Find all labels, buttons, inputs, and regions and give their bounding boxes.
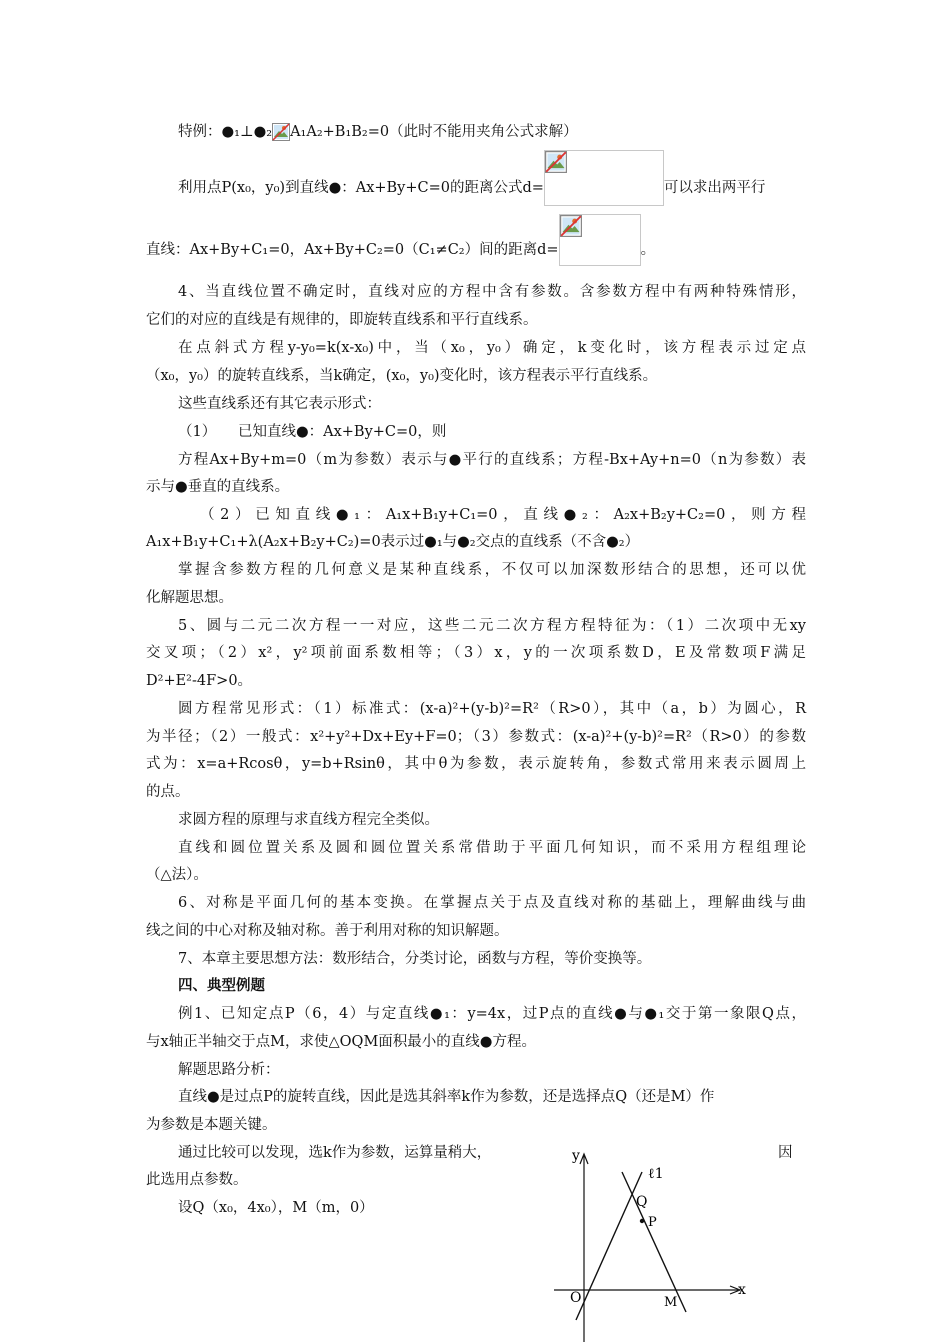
paragraph-12-line-3: 式为：x=a+Rcosθ，y=b+Rsinθ，其中θ为参数，表示旋转角，参数式常用来表示圆周上 (146, 756, 806, 772)
setup-line: 设Q（x₀，4x₀），M（m，0） (178, 1200, 374, 1216)
paragraph-9-line-2: A₁x+B₁y+C₁+λ(A₂x+B₂y+C₂)=0表示过●₁与●₂交点的直线系（不含●₂） (146, 534, 640, 550)
analysis-line-1: 直线●是过点P的旋转直线，因此是选其斜率k作为参数，还是选择点Q（还是M）作 (178, 1089, 715, 1105)
parallel-distance-tail: 。 (640, 242, 656, 258)
paragraph-8-line-2: 示与●垂直的直线系。 (146, 479, 290, 495)
paragraph-11-line-1: 5、圆与二元二次方程一一对应，这些二元二次方程方程特征为：（1）二次项中无xy (178, 618, 806, 634)
paragraph-9-line-1: （2）已知直线●₁：A₁x+B₁y+C₁=0，直线●₂：A₂x+B₂y+C₂=0，则方程 (200, 507, 806, 523)
paragraph-10-line-1: 掌握含参数方程的几何意义是某种直线系，不仅可以加深数形结合的思想，还可以优 (178, 562, 806, 578)
paragraph-11-line-3: D²+E²-4F>0。 (146, 673, 253, 689)
paragraph-11-line-2: 交叉项；（2）x²，y²项前面系数相等；（3）x，y的一次项系数D，E及常数项F满足 (146, 645, 806, 661)
coordinate-figure (550, 1142, 760, 1344)
paragraph-7: （1） 已知直线●：Ax+By+C=0，则 (178, 424, 447, 440)
l1-label: ℓ1 (648, 1166, 664, 1182)
paragraph-6: 这些直线系还有其它表示形式： (178, 396, 381, 412)
comparison-line-2: 此选用点参数。 (146, 1172, 248, 1188)
paragraph-5-line-1: 在点斜式方程y-y₀=k(x-x₀)中，当（x₀，y₀）确定，k变化时，该方程表示过定点 (178, 340, 806, 356)
paragraph-12-line-1: 圆方程常见形式：（1）标准式：(x-a)²+(y-b)²=R²（R>0），其中（a，b）为圆心，R (178, 701, 806, 717)
analysis-heading: 解题思路分析： (178, 1062, 280, 1078)
comparison-line-1: 通过比较可以发现，选k作为参数，运算量稍大， (178, 1145, 492, 1161)
special-case-text: 特例：●₁⊥●₂ (178, 124, 273, 140)
distance-formula-tail: 可以求出两平行 (663, 180, 766, 196)
example-1-line-2: 与x轴正半轴交于点M，求使△OQM面积最小的直线●方程。 (146, 1034, 536, 1050)
distance-formula-line (178, 170, 806, 206)
parallel-distance-line (146, 234, 806, 266)
formula-image-box-2 (559, 214, 641, 266)
paragraph-8-line-1: 方程Ax+By+m=0（m为参数）表示与●平行的直线系；方程-Bx+Ay+n=0（n为参数）表 (178, 452, 806, 468)
y-axis-label: y (572, 1148, 580, 1164)
comparison-line-1-end: 因 (778, 1145, 793, 1161)
p-label: P (648, 1215, 657, 1230)
paragraph-13: 求圆方程的原理与求直线方程完全类似。 (178, 812, 439, 828)
paragraph-4-line-2: 它们的对应的直线是有规律的，即旋转直线系和平行直线系。 (146, 312, 538, 328)
analysis-line-2: 为参数是本题关键。 (146, 1117, 277, 1133)
example-1-line-1: 例1、已知定点P（6，4）与定直线●₁：y=4x，过P点的直线●与●₁交于第一象限Q点， (178, 1006, 806, 1022)
paragraph-14-line-1: 直线和圆位置关系及圆和圆位置关系常借助于平面几何知识，而不采用方程组理论 (178, 840, 806, 856)
paragraph-15-line-1: 6、对称是平面几何的基本变换。在掌握点关于点及直线对称的基础上，理解曲线与曲 (178, 895, 806, 911)
broken-image-icon (545, 151, 567, 173)
formula-image-box (544, 150, 664, 206)
paragraph-15-line-2: 线之间的中心对称及轴对称。善于利用对称的知识解题。 (146, 923, 509, 939)
section-heading: 四、典型例题 (178, 977, 265, 994)
parallel-distance-text: 直线：Ax+By+C₁=0，Ax+By+C₂=0（C₁≠C₂）间的距离d= (146, 242, 559, 258)
paragraph-4-line-1: 4、当直线位置不确定时，直线对应的方程中含有参数。含参数方程中有两种特殊情形， (178, 284, 806, 300)
paragraph-12-line-2: 为半径；（2）一般式：x²+y²+Dx+Ey+F=0；（3）参数式：(x-a)²+(y-b)²=R²（R>0）的参数 (146, 729, 806, 745)
origin-label: O (570, 1290, 582, 1306)
point-p (640, 1219, 644, 1223)
paragraph-12-line-4: 的点。 (146, 784, 190, 800)
special-case-formula: A₁A₂+B₁B₂=0（此时不能用夹角公式求解） (290, 124, 578, 140)
distance-formula-text: 利用点P(x₀，y₀)到直线●：Ax+By+C=0的距离公式d= (178, 180, 544, 196)
paragraph-10-line-2: 化解题思想。 (146, 590, 233, 606)
line-l (622, 1172, 686, 1312)
m-label: M (664, 1295, 678, 1310)
x-axis-label: x (738, 1282, 746, 1298)
broken-image-icon (272, 123, 290, 141)
broken-image-icon (560, 215, 582, 237)
paragraph-16: 7、本章主要思想方法：数形结合，分类讨论，函数与方程，等价变换等。 (178, 951, 652, 967)
special-case-line (178, 122, 806, 142)
paragraph-5-line-2: （x₀，y₀）的旋转直线系，当k确定，(x₀，y₀)变化时，该方程表示平行直线系。 (146, 368, 658, 384)
q-label: Q (636, 1194, 648, 1210)
paragraph-14-line-2: （△法）。 (146, 867, 208, 883)
